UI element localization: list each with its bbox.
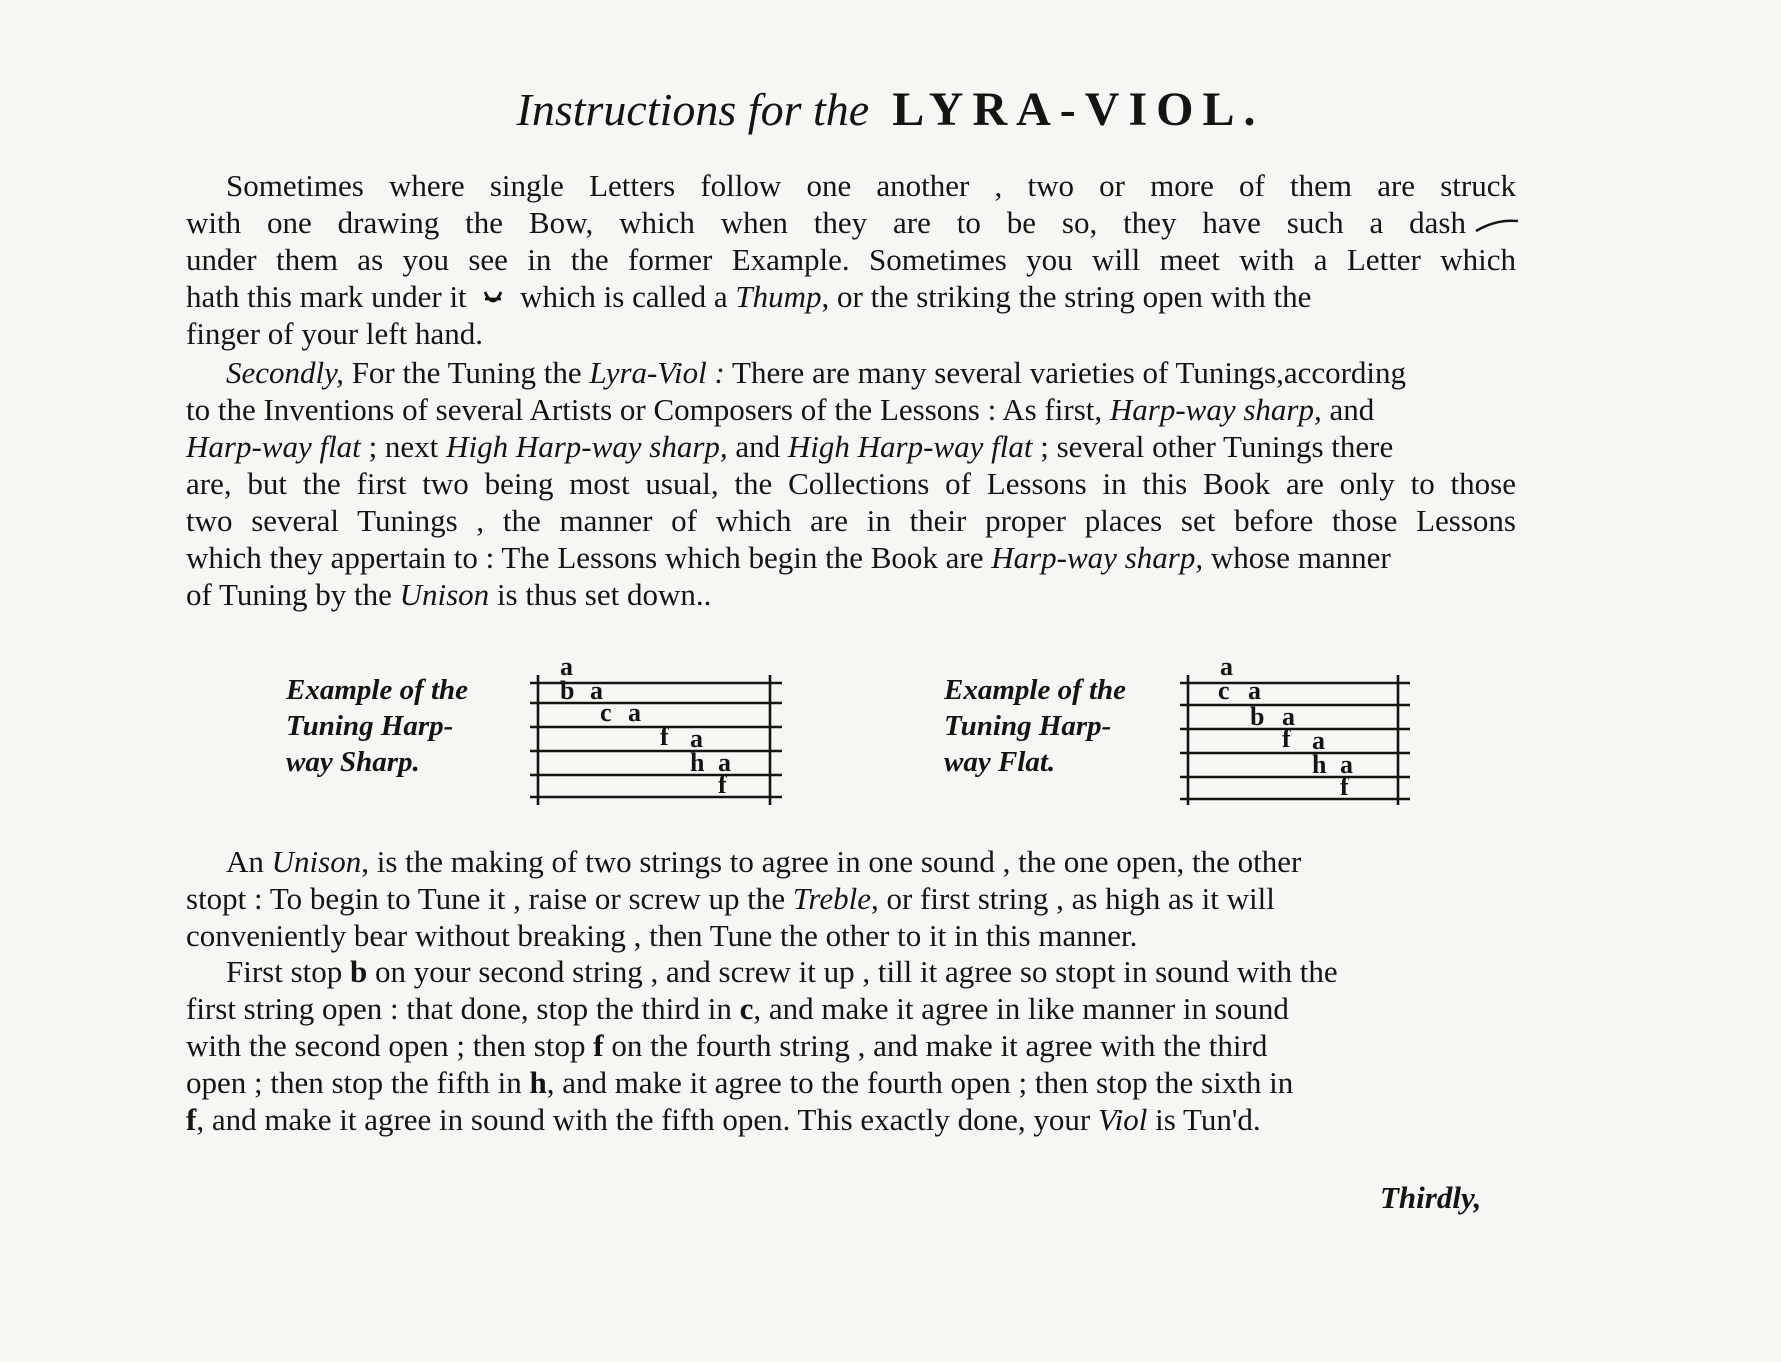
text-line <box>186 1101 1516 1138</box>
text-span: open ; then stop the fifth in <box>186 1065 522 1100</box>
text-span: First stop <box>226 954 343 989</box>
viol-term: Viol <box>1097 1102 1148 1137</box>
text-span: , and make it agree in like manner in sound <box>753 991 1289 1026</box>
text-span: whose manner <box>1210 540 1391 575</box>
svg-text:f: f <box>1340 772 1349 801</box>
paragraph-slurs <box>186 167 1516 352</box>
text-line: are, but the first two being most usual, the Collections of Lessons in this Book are only to those <box>186 466 1516 501</box>
tuning-term: Harp-way sharp, <box>991 540 1204 575</box>
text-line <box>186 576 1516 613</box>
text-span: An <box>226 844 264 879</box>
svg-text:a: a <box>1248 676 1261 705</box>
svg-text:a: a <box>718 748 731 777</box>
paragraph-tunings <box>186 354 1516 613</box>
example-flat-label <box>944 672 1126 780</box>
title-italic: Instructions for the <box>516 84 870 135</box>
text-line <box>186 391 1516 428</box>
tablature-flat <box>1170 655 1420 820</box>
svg-text:a: a <box>1340 750 1353 779</box>
text-line: finger of your left hand. <box>186 316 483 351</box>
paragraph-tuning-steps <box>186 953 1516 1138</box>
paragraph-unison <box>186 843 1516 954</box>
text-line: two several Tunings , the manner of which are in their proper places set before those Lessons <box>186 503 1516 538</box>
label-line: Tuning Harp- <box>286 710 454 742</box>
text-span: There are many several varieties of Tunings,according <box>732 355 1407 390</box>
text-line <box>186 539 1516 576</box>
lyra-viol-term: Lyra-Viol : <box>589 355 725 390</box>
text-line-content: with one drawing the Bow, which when they are to be so, they have such a dash <box>186 205 1466 240</box>
example-sharp-label <box>286 672 468 780</box>
tablature-flat-diagram <box>1170 655 1420 815</box>
tab-letter: f <box>593 1028 604 1063</box>
text-span: is thus set down.. <box>496 577 712 612</box>
text-span: on your second string , and screw it up , till it agree so stopt in sound with the <box>375 954 1338 989</box>
text-span: , is the making of two strings to agree in one sound , the one open, the other <box>361 844 1302 879</box>
catchword: Thirdly, <box>1380 1180 1482 1215</box>
tab-letter: h <box>529 1065 547 1100</box>
text-span <box>186 391 1374 428</box>
text-line <box>186 843 1516 880</box>
label-line: way Flat. <box>944 746 1056 778</box>
tablature-sharp-diagram <box>520 655 790 815</box>
svg-text:a: a <box>690 724 703 753</box>
text-span: , and make it agree in sound with the fifth open. This exactly done, your <box>196 1102 1091 1137</box>
page-title <box>0 82 1781 137</box>
svg-text:a: a <box>1312 726 1325 755</box>
unison-term: Unison <box>271 844 362 879</box>
text-line <box>186 278 1516 315</box>
label-line: Example of the <box>286 674 469 706</box>
text-span: , and make it agree to the fourth open ; then stop the sixth in <box>546 1065 1294 1100</box>
text-span: of Tuning by the <box>186 577 392 612</box>
tuning-term: High Harp-way flat <box>787 429 1033 464</box>
label-line: Example of the <box>944 674 1127 706</box>
text-span: ; several other Tunings there <box>1040 429 1394 464</box>
text-line <box>186 354 1516 391</box>
text-span: with the second open ; then stop <box>186 1028 586 1063</box>
text-span <box>186 278 1311 315</box>
text-span: For the Tuning the <box>351 355 582 390</box>
tablature-sharp <box>520 655 790 820</box>
text-span: and <box>1329 392 1375 427</box>
svg-text:h: h <box>1312 750 1327 779</box>
treble-term: Treble <box>792 881 871 916</box>
text-span <box>226 354 1406 391</box>
svg-text:b: b <box>560 676 575 705</box>
text-line <box>186 204 1516 241</box>
svg-text:c: c <box>600 698 612 727</box>
label-line: way Sharp. <box>286 746 420 778</box>
text-line <box>186 880 1516 917</box>
tuning-term: Harp-way flat <box>186 429 361 464</box>
svg-text:f: f <box>660 722 669 751</box>
label-line: Tuning Harp- <box>944 710 1112 742</box>
svg-text:a: a <box>590 676 603 705</box>
svg-text:h: h <box>690 748 705 777</box>
text-span: to the Inventions of several Artists or Composers of the Lessons : As first, <box>186 392 1103 427</box>
text-span <box>186 428 1393 465</box>
text-span: on the fourth string , and make it agree with the third <box>611 1028 1268 1063</box>
text-span: ; next <box>368 429 439 464</box>
tuning-term: Harp-way sharp, <box>1109 392 1322 427</box>
text-span: hath this mark under it <box>186 279 467 314</box>
svg-text:a: a <box>1282 702 1295 731</box>
text-span: which they appertain to : The Lessons which begin the Book are <box>186 540 984 575</box>
text-line <box>186 1027 1516 1064</box>
slur-dash-icon <box>1474 217 1520 235</box>
text-line: conveniently bear without breaking , then Tune the other to it in this manner. <box>186 918 1138 953</box>
text-line: under them as you see in the former Example. Sometimes you will meet with a Letter which <box>186 242 1516 277</box>
secondly-lead: Secondly, <box>226 355 344 390</box>
text-span: , or the striking the string open with the <box>821 279 1312 314</box>
text-span: stopt : To begin to Tune it , raise or screw up the <box>186 881 786 916</box>
unison-term: Unison <box>399 577 490 612</box>
text-line <box>186 428 1516 465</box>
text-span: first string open : that done, stop the third in <box>186 991 732 1026</box>
tab-letter: c <box>739 991 754 1026</box>
text-span <box>226 843 1301 880</box>
svg-text:f: f <box>718 770 727 799</box>
text-line: Sometimes where single Letters follow one another , two or more of them are struck <box>226 168 1516 203</box>
svg-text:c: c <box>1218 676 1230 705</box>
thump-mark-icon <box>482 288 504 310</box>
tuning-term: High Harp-way sharp, <box>446 429 728 464</box>
text-span: , or first string , as high as it will <box>870 881 1275 916</box>
text-line <box>186 1064 1516 1101</box>
svg-text:a: a <box>560 655 573 681</box>
svg-text:f: f <box>1282 724 1291 753</box>
title-caps: LYRA-VIOL. <box>892 83 1265 136</box>
svg-text:a: a <box>628 698 641 727</box>
text-span: and <box>735 429 781 464</box>
tab-letter: f <box>186 1102 197 1137</box>
svg-text:b: b <box>1250 702 1265 731</box>
text-span: which is called a <box>520 279 728 314</box>
text-line <box>186 953 1516 990</box>
tab-letter: b <box>350 954 368 989</box>
text-line <box>186 990 1516 1027</box>
thump-term: Thump <box>735 279 822 314</box>
text-span: is Tun'd. <box>1155 1102 1261 1137</box>
svg-text:a: a <box>1220 655 1233 681</box>
text-span <box>186 880 1275 917</box>
